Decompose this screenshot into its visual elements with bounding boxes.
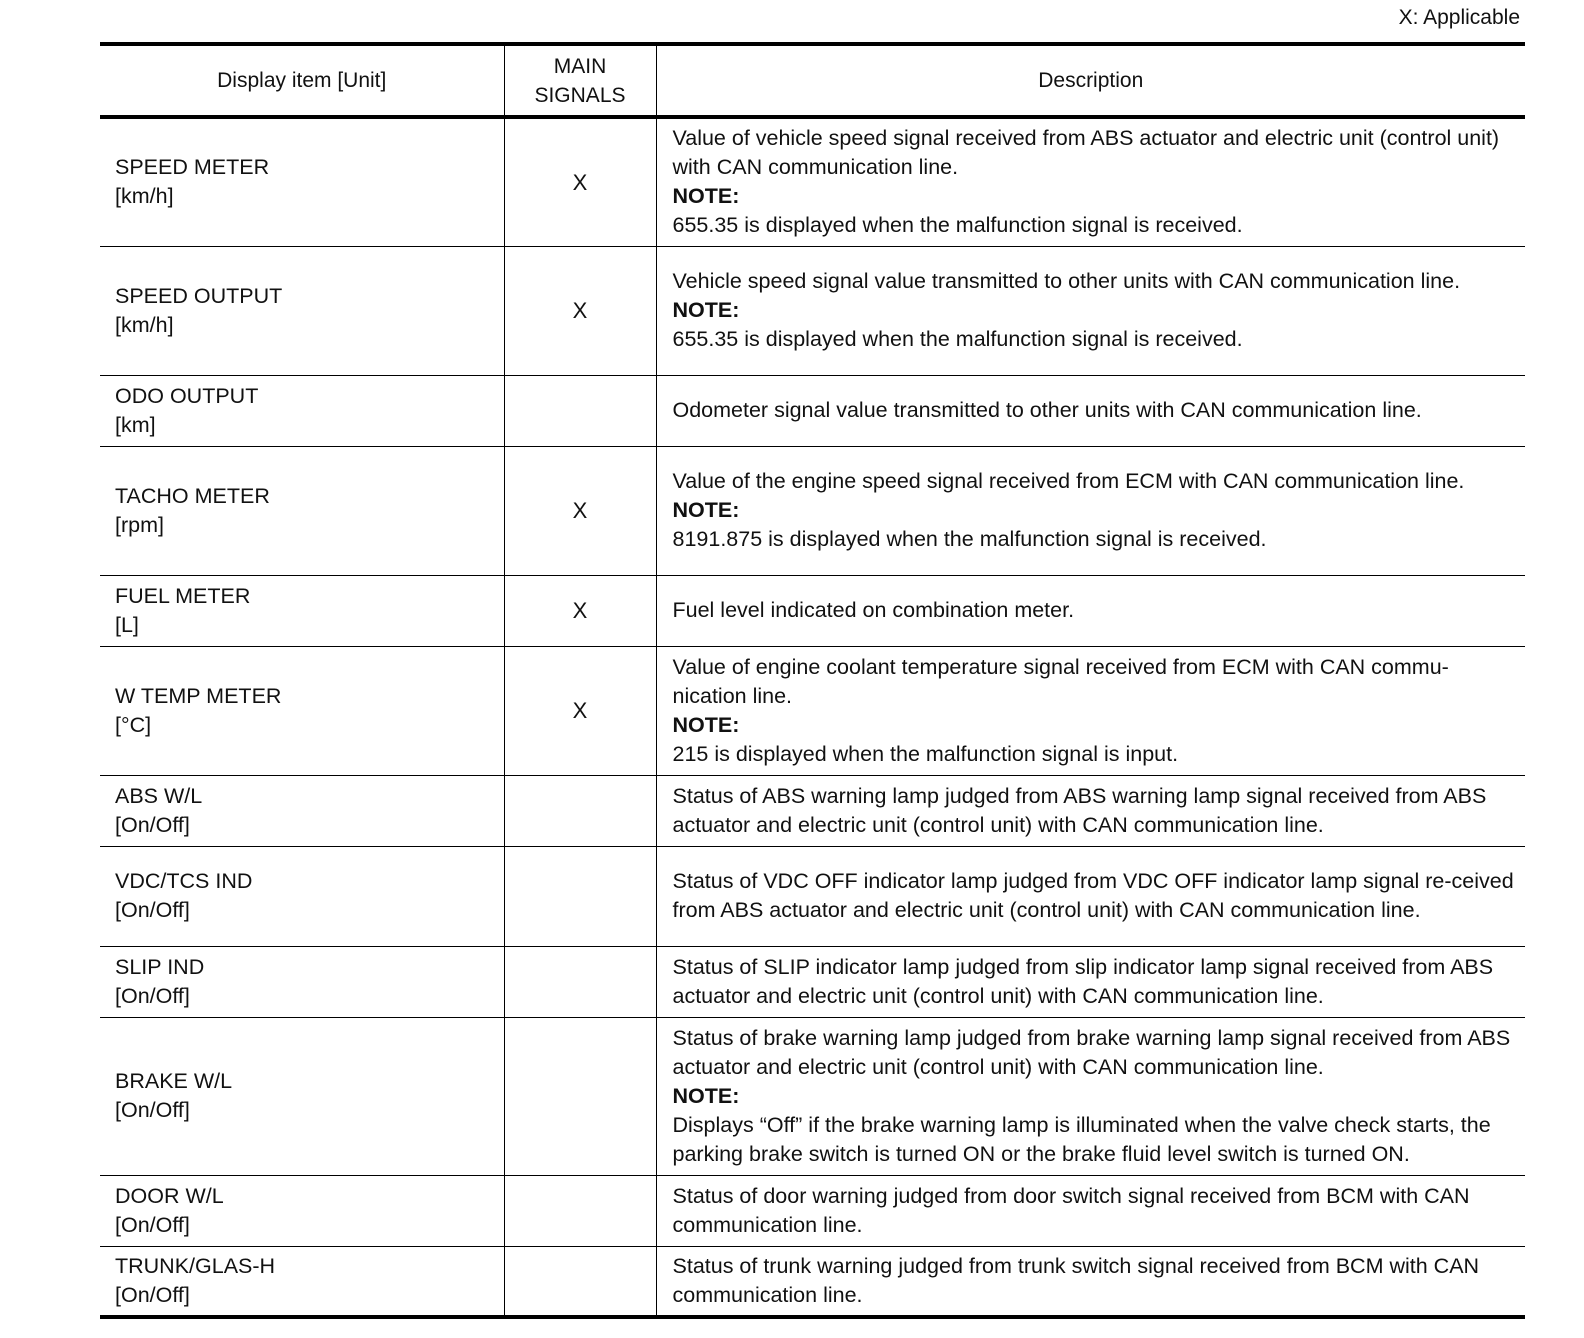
display-item-cell (100, 846, 504, 946)
note-text: Displays “Off” if the brake warning lamp is illuminated when the valve check starts, the parking brake switch is turned ON or the brake fluid level switch is turned ON. (672, 1112, 1491, 1166)
table-row (100, 775, 1525, 846)
item-name: BRAKE W/L (115, 1069, 233, 1093)
main-signal-mark: X (504, 575, 656, 646)
table-row (100, 946, 1525, 1017)
item-name: TACHO METER (115, 483, 270, 508)
description-cell (656, 575, 1525, 646)
description-cell (656, 117, 1525, 246)
table-row (100, 446, 1525, 575)
main-signal-mark (504, 946, 656, 1017)
main-signal-mark (504, 775, 656, 846)
table-row (100, 1246, 1525, 1317)
item-unit: [On/Off] (115, 1282, 190, 1307)
note-text: 655.35 is displayed when the malfunction signal is received. (672, 327, 1243, 351)
description-cell (656, 1017, 1525, 1175)
description-cell (656, 1246, 1525, 1317)
header-display-item: Display item [Unit] (100, 44, 504, 117)
table-row (100, 117, 1525, 246)
item-name: SPEED OUTPUT (115, 283, 283, 308)
header-main-signals (504, 44, 656, 117)
display-item-cell (100, 117, 504, 246)
description-cell (656, 646, 1525, 775)
item-unit: [On/Off] (115, 1212, 190, 1237)
item-name: DOOR W/L (115, 1183, 224, 1208)
description-text: Value of vehicle speed signal received from ABS actuator and electric unit (control unit) with CAN communication line. (672, 126, 1500, 180)
main-signal-mark (504, 846, 656, 946)
main-signal-mark: X (504, 446, 656, 575)
note-label: NOTE: (672, 298, 740, 322)
item-unit: [km/h] (115, 184, 174, 209)
main-signal-mark (504, 1017, 656, 1175)
main-signal-mark: X (504, 117, 656, 246)
description-text: Status of VDC OFF indicator lamp judged from VDC OFF indicator lamp signal re-ceived from ABS actuator and electric unit (control unit) with CAN communication line. (672, 869, 1514, 922)
display-item-cell (100, 1017, 504, 1175)
item-name: ODO OUTPUT (115, 383, 259, 408)
table-row (100, 1175, 1525, 1246)
description-text: Status of brake warning lamp judged from brake warning lamp signal received from ABS actuator and electric unit (control unit) with CAN communication line. (672, 1025, 1511, 1079)
display-item-cell (100, 775, 504, 846)
note-label: NOTE: (672, 184, 740, 209)
item-unit: [On/Off] (115, 983, 190, 1008)
note-text: 8191.875 is displayed when the malfunction signal is received. (672, 527, 1267, 551)
description-cell (656, 375, 1525, 446)
description-cell (656, 846, 1525, 946)
description-text: Vehicle speed signal value transmitted to other units with CAN communication line. (672, 269, 1461, 293)
display-item-cell (100, 446, 504, 575)
description-cell (656, 246, 1525, 375)
main-signal-mark (504, 375, 656, 446)
description-text: Odometer signal value transmitted to other units with CAN communication line. (672, 398, 1422, 422)
description-text: Status of trunk warning judged from trunk switch signal received from BCM with CAN communication line. (672, 1253, 1480, 1307)
description-text: Status of SLIP indicator lamp judged from slip indicator lamp signal received from ABS actuator and electric unit (control unit) with CAN communication line. (672, 954, 1494, 1008)
item-unit: [km] (115, 412, 156, 437)
description-text: Fuel level indicated on combination meter. (672, 598, 1075, 622)
display-item-cell (100, 575, 504, 646)
description-text: Status of ABS warning lamp judged from ABS warning lamp signal received from ABS actuator and electric unit (control unit) with CAN communication line. (672, 783, 1487, 837)
table-row (100, 575, 1525, 646)
header-main-line2: SIGNALS (534, 83, 626, 107)
display-item-cell (100, 246, 504, 375)
main-signal-mark (504, 1175, 656, 1246)
note-text: 215 is displayed when the malfunction signal is input. (672, 741, 1179, 766)
item-unit: [On/Off] (115, 1098, 190, 1122)
description-text: Value of the engine speed signal received from ECM with CAN communication line. (672, 469, 1465, 493)
description-cell (656, 946, 1525, 1017)
item-unit: [L] (115, 612, 139, 637)
item-name: SPEED METER (115, 155, 270, 180)
note-label: NOTE: (672, 1083, 740, 1108)
applicable-legend: X: Applicable (1398, 6, 1520, 29)
table-row (100, 375, 1525, 446)
display-item-cell (100, 646, 504, 775)
note-label: NOTE: (672, 498, 740, 522)
description-cell (656, 775, 1525, 846)
item-unit: [On/Off] (115, 898, 190, 922)
item-unit: [°C] (115, 712, 152, 737)
header-description: Description (656, 44, 1525, 117)
main-signal-mark: X (504, 246, 656, 375)
table-row (100, 846, 1525, 946)
table-header-row (100, 44, 1525, 117)
item-name: ABS W/L (115, 783, 203, 808)
table-row (100, 1017, 1525, 1175)
main-signal-mark: X (504, 646, 656, 775)
data-monitor-table (100, 42, 1525, 1319)
display-item-cell (100, 1246, 504, 1317)
item-name: SLIP IND (115, 954, 205, 979)
item-unit: [On/Off] (115, 812, 190, 837)
description-cell (656, 1175, 1525, 1246)
display-item-cell (100, 946, 504, 1017)
description-text: Value of engine coolant temperature signal received from ECM with CAN commu-nication line. (672, 654, 1449, 708)
item-name: VDC/TCS IND (115, 869, 253, 893)
note-text: 655.35 is displayed when the malfunction signal is received. (672, 213, 1243, 238)
item-name: W TEMP METER (115, 683, 282, 708)
display-item-cell (100, 1175, 504, 1246)
note-label: NOTE: (672, 712, 740, 737)
item-name: FUEL METER (115, 583, 251, 608)
item-name: TRUNK/GLAS-H (115, 1253, 276, 1278)
item-unit: [rpm] (115, 512, 164, 537)
display-item-cell (100, 375, 504, 446)
table-row (100, 646, 1525, 775)
table-row (100, 246, 1525, 375)
description-cell (656, 446, 1525, 575)
header-main-line1: MAIN (553, 54, 607, 78)
main-signal-mark (504, 1246, 656, 1317)
item-unit: [km/h] (115, 312, 174, 337)
description-text: Status of door warning judged from door switch signal received from BCM with CAN communication line. (672, 1183, 1470, 1237)
